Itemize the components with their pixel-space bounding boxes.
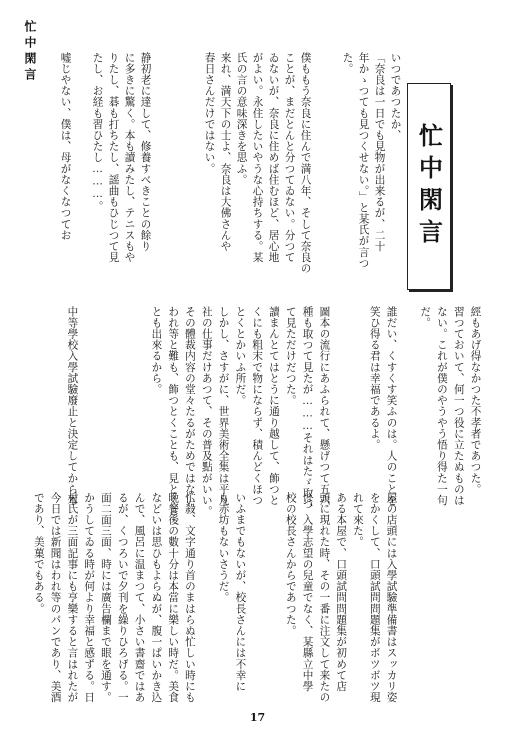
text-column: ゐないが、奈良に住めば住むほど、居心地 bbox=[267, 52, 280, 263]
text-column: 静初老に達して、修養すべきことの餘り bbox=[139, 52, 152, 252]
text-column: いふまでもないが、校長さんには不幸に bbox=[234, 492, 247, 692]
text-column: 頭に現れた時、その一番に注文して来たの bbox=[318, 492, 331, 703]
essay-title-box bbox=[407, 83, 451, 290]
text-column: 誰だい、くすくす笑ふのは。人のことを bbox=[385, 306, 398, 506]
text-column: その體裁内容の堂々たるがためではない。 bbox=[183, 306, 196, 517]
text-column: 種も取つて見たが………それはたゞ取つ bbox=[301, 306, 314, 510]
text-column: 嘘じやない、僕は、母がなくなつてお bbox=[59, 52, 72, 241]
text-column: 習つておいて、何一つ役に立たぬものは bbox=[452, 306, 465, 506]
text-column: をかくして、口頭試問問題集がボツボツ現 bbox=[368, 492, 381, 703]
text-column: などいは思ひもよらぬが、腹一ぱいかき込 bbox=[150, 492, 163, 703]
text-column: がよい。永住したいやうな心持ちする。某 bbox=[251, 52, 264, 263]
text-column: とも出來るから。 bbox=[150, 306, 163, 395]
text-column: たし、お経も習ひたし………。 bbox=[91, 52, 104, 212]
text-column: んで、風呂に温まつて、小さい書齋ではあ bbox=[133, 492, 146, 703]
text-column: であり、美菓でもある。 bbox=[32, 492, 45, 615]
text-column: に多きに驚く。本も讀みたし、テニスもや bbox=[123, 52, 136, 263]
text-column: るが、くつろいで夕刊を繰りひろげる。一 bbox=[116, 492, 129, 703]
text-column: 笑ひ得る君は幸福であるよ。 bbox=[368, 306, 381, 451]
essay-title: 忙中閑言 bbox=[414, 122, 443, 251]
page-number: 17 bbox=[249, 711, 266, 724]
text-column: 氏の言の意味深きを思ふ。 bbox=[235, 52, 248, 186]
text-column: 忙殺、文字通り首のまはらぬ忙しい時にも bbox=[183, 492, 196, 703]
text-column: とくとかいふ所だ。 bbox=[234, 306, 247, 406]
text-column: て見ただけだつた。 bbox=[284, 306, 297, 406]
running-head: 忙中閑言 bbox=[23, 20, 37, 84]
text-column: 春日さんだけではない。 bbox=[203, 52, 216, 175]
text-column: 圖本の流行にあふられて、懸げつて五六 bbox=[318, 306, 331, 506]
text-column: れて來た。 bbox=[351, 492, 364, 548]
text-column: 今日では新聞はわれ等のパンであり、美酒 bbox=[49, 492, 62, 703]
text-column: くにも粗末で物にならず、積んどくほつ bbox=[251, 306, 264, 506]
text-column: 社の仕事だけあつて、その普及點がいい。 bbox=[200, 306, 213, 517]
text-column: ことが、まだとんと分つてゐない。分つて bbox=[283, 52, 296, 263]
text-column: 年かゝつても見つくせない。」と某氏が言つ bbox=[357, 52, 370, 269]
text-column: いつであつたか、 bbox=[389, 52, 402, 141]
text-column: 校の校長さんからであつた。 bbox=[284, 492, 297, 637]
text-column: われ等と難も、飾つとくことも、見とくこ bbox=[167, 306, 180, 517]
text-column: は、入學志望の兒童でなく、某縣立中學 bbox=[301, 492, 314, 692]
text-column: 中等學校入學試驗廢止と決定してから本 bbox=[66, 306, 79, 506]
text-column: 屋の店頭には入學試驗準備書はスッカリ姿 bbox=[385, 492, 398, 703]
text-column: 面二面三面、時には廣告欄まで眼を通す。 bbox=[99, 492, 112, 703]
text-column: りたし、碁も打ちたし、謡曲もひじつて見 bbox=[107, 52, 120, 263]
text-column: 晩餐後の數十分は本當に樂しい時だ。美食 bbox=[167, 492, 180, 703]
text-column: ない。これが僕のやうやう悟り得た一句 bbox=[435, 306, 448, 506]
text-column: 村氏が三面記事にも亨樂すると言はれたが bbox=[66, 492, 79, 703]
text-column: 僕ももう奈良に住んで満八年、そして奈良の bbox=[299, 52, 312, 274]
text-column: かうしてゐる時が何より幸福と感ずる。日 bbox=[83, 492, 96, 703]
text-column: 讀まんとてはとうに通り越して、飾つと bbox=[267, 306, 280, 506]
text-column: も赤坊もないさうだ。 bbox=[217, 492, 230, 603]
text-column: ある本屋で、口頭試問問題集が初めて店 bbox=[335, 492, 348, 692]
text-column: 来れ、満天下の士よ、奈良は大佛さんや bbox=[219, 52, 232, 252]
text-column: 「奈良は一日でも見物が出来るが、二十 bbox=[373, 52, 386, 252]
text-column: しかし、さすがに、世界美術全集は平凡 bbox=[217, 306, 230, 506]
text-column: 經もあげ得なかつた不孝者であつた。 bbox=[469, 306, 482, 495]
text-column: た。 bbox=[341, 52, 354, 75]
text-column: だ。 bbox=[419, 306, 432, 329]
